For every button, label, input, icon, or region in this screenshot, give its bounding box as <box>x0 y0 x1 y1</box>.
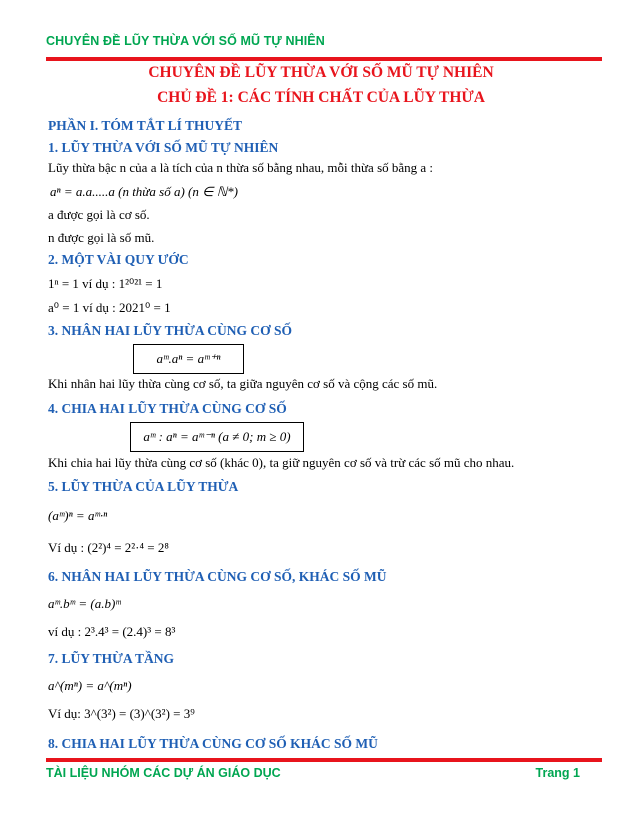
s1-formula: aⁿ = a.a.....a (n thừa số a) (n ∈ ℕ*) <box>50 184 238 199</box>
section-8-heading: 8. CHIA HAI LŨY THỪA CÙNG CƠ SỐ KHÁC SỐ MŨ <box>48 736 378 751</box>
s3-formula-box: aᵐ.aⁿ = aᵐ⁺ⁿ <box>133 344 244 374</box>
s5-formula: (aᵐ)ⁿ = aᵐ·ⁿ <box>48 508 108 523</box>
s2-line-1: 1ⁿ = 1 ví dụ : 1²⁰²¹ = 1 <box>48 276 163 291</box>
s7-formula: a^(mⁿ) = a^(mⁿ) <box>48 678 132 693</box>
s5-example: Ví dụ : (2²)⁴ = 2²·⁴ = 2⁸ <box>48 540 169 555</box>
section-7-heading: 7. LŨY THỪA TẦNG <box>48 651 175 666</box>
top-rule <box>46 57 602 61</box>
s6-example: ví dụ : 2³.4³ = (2.4)³ = 8³ <box>48 624 176 639</box>
doc-title: CHUYÊN ĐỀ LŨY THỪA VỚI SỐ MŨ TỰ NHIÊN <box>148 64 494 81</box>
s1-exponent-line: n được gọi là số mũ. <box>48 230 155 245</box>
s1-base-line: a được gọi là cơ số. <box>48 207 150 222</box>
s4-formula-box: aᵐ : aⁿ = aᵐ⁻ⁿ (a ≠ 0; m ≥ 0) <box>130 422 304 452</box>
running-header: CHUYÊN ĐỀ LŨY THỪA VỚI SỐ MŨ TỰ NHIÊN <box>46 34 325 48</box>
s3-explanation: Khi nhân hai lũy thừa cùng cơ số, ta giữa nguyên cơ số và cộng các số mũ. <box>48 376 438 391</box>
bottom-rule <box>46 758 602 762</box>
page-number: Trang 1 <box>535 766 580 780</box>
s6-formula: aᵐ.bᵐ = (a.b)ᵐ <box>48 596 121 611</box>
section-6-heading: 6. NHÂN HAI LŨY THỪA CÙNG CƠ SỐ, KHÁC SỐ MŨ <box>48 569 387 584</box>
s1-definition: Lũy thừa bậc n của a là tích của n thừa số bằng nhau, mỗi thừa số bằng a : <box>48 160 434 175</box>
section-1-heading: 1. LŨY THỪA VỚI SỐ MŨ TỰ NHIÊN <box>48 140 279 155</box>
s7-example: Ví dụ: 3^(3²) = (3)^(3²) = 3⁹ <box>48 706 195 721</box>
section-4-heading: 4. CHIA HAI LŨY THỪA CÙNG CƠ SỐ <box>48 401 287 416</box>
section-2-heading: 2. MỘT VÀI QUY ƯỚC <box>48 252 189 267</box>
section-3-heading: 3. NHÂN HAI LŨY THỪA CÙNG CƠ SỐ <box>48 323 293 338</box>
section-5-heading: 5. LŨY THỪA CỦA LŨY THỪA <box>48 479 239 494</box>
doc-subtitle: CHỦ ĐỀ 1: CÁC TÍNH CHẤT CỦA LŨY THỪA <box>157 89 485 106</box>
part-heading: PHẦN I. TÓM TẮT LÍ THUYẾT <box>48 118 243 133</box>
s4-explanation: Khi chia hai lũy thừa cùng cơ số (khác 0), ta giữ nguyên cơ số và trừ các số mũ cho nhau. <box>48 455 515 470</box>
s2-line-2: a⁰ = 1 ví dụ : 2021⁰ = 1 <box>48 300 171 315</box>
footer-left: TÀI LIỆU NHÓM CÁC DỰ ÁN GIÁO DỤC <box>46 766 281 780</box>
